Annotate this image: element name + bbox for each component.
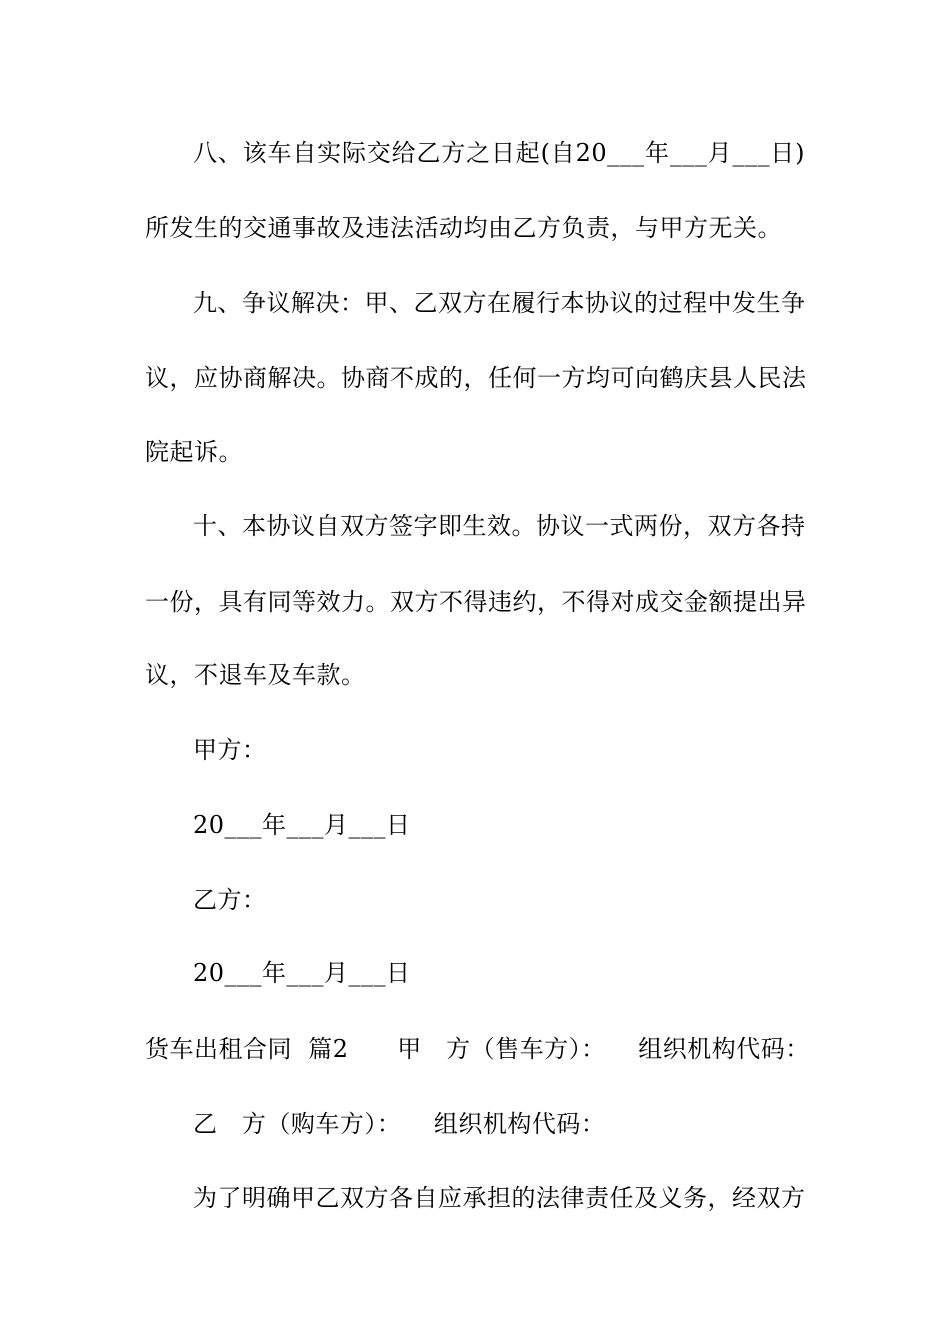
clause-8-line-2: 所发生的交通事故及违法活动均由乙方负责，与甲方无关。 [145, 214, 782, 242]
contract-2-heading-line: 货车出租合同 篇2 甲 方（售车方）： 组织机构代码： [145, 1035, 810, 1063]
clause-10-line-2: 一份，具有同等效力。双方不得违约，不得对成交金额提出异 [145, 588, 807, 616]
clause-8-line-1: 八、该车自实际交给乙方之日起(自20___年___月___日) [193, 139, 805, 167]
party-b-label: 乙方： [193, 886, 267, 914]
clause-9-line-2: 议，应协商解决。协商不成的，任何一方均可向鹤庆县人民法 [145, 364, 807, 392]
party-a-label: 甲方： [193, 736, 267, 764]
contract-2-party-b-line: 乙 方（购车方）： 组织机构代码： [193, 1110, 606, 1138]
clause-9-line-3: 院起诉。 [145, 438, 243, 466]
clause-10-line-3: 议，不退车及车款。 [145, 661, 366, 689]
contract-2-preamble-line: 为了明确甲乙双方各自应承担的法律责任及义务，经双方 [193, 1184, 806, 1212]
clause-9-line-1: 九、争议解决：甲、乙双方在履行本协议的过程中发生争 [193, 289, 806, 317]
party-b-date: 20___年___月___日 [193, 959, 411, 987]
clause-10-line-1: 十、本协议自双方签字即生效。协议一式两份，双方各持 [193, 512, 806, 540]
party-a-date: 20___年___月___日 [193, 811, 411, 839]
